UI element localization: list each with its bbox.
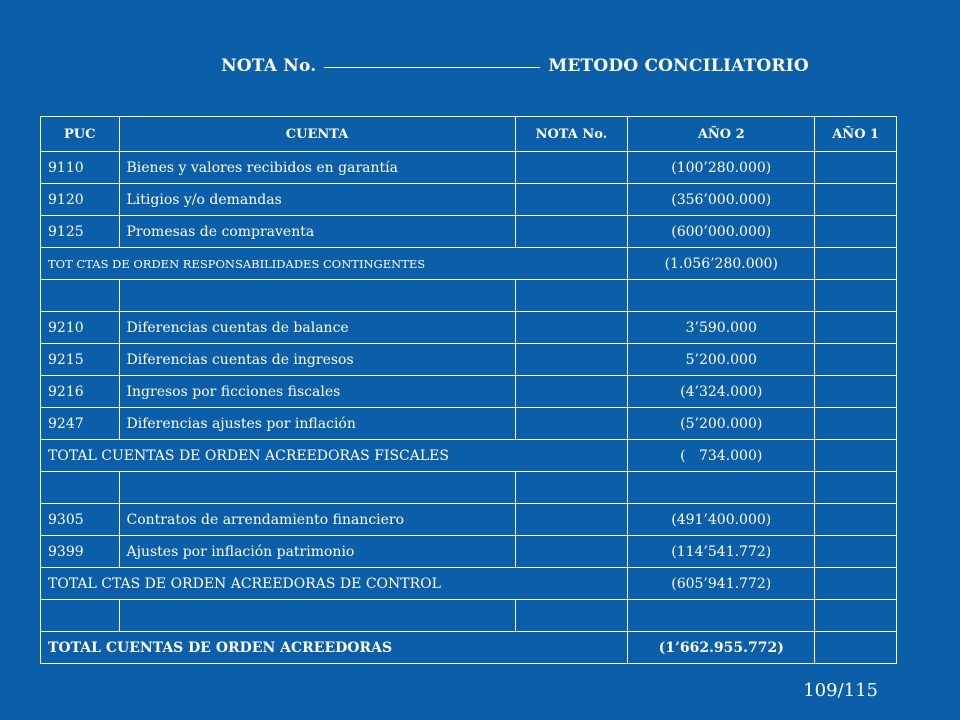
- cell-cuenta: Diferencias cuentas de ingresos: [119, 344, 515, 376]
- table-row: [41, 216, 897, 248]
- cell-ano2: 3’590.000: [628, 312, 815, 344]
- total-row: [41, 440, 897, 472]
- accounts-table: [40, 116, 897, 664]
- cell-ano2: (600’000.000): [628, 216, 815, 248]
- cell-ano1: [815, 184, 897, 216]
- table-row: [41, 376, 897, 408]
- cell-cuenta: Litigios y/o demandas: [119, 184, 515, 216]
- total-ano2: ( 734.000): [628, 440, 815, 472]
- grand-total-label: TOTAL CUENTAS DE ORDEN ACREEDORAS: [41, 632, 628, 664]
- cell-cuenta: Ajustes por inflación patrimonio: [119, 536, 515, 568]
- cell-nota: [515, 216, 628, 248]
- cell-puc: 9305: [41, 504, 120, 536]
- cell-puc: 9210: [41, 312, 120, 344]
- table-row: [41, 408, 897, 440]
- cell-ano2: (114’541.772): [628, 536, 815, 568]
- cell-ano1: [815, 536, 897, 568]
- cell-nota: [515, 184, 628, 216]
- cell-ano1: [815, 152, 897, 184]
- cell-nota: [515, 536, 628, 568]
- total-label: TOTAL CTAS DE ORDEN ACREEDORAS DE CONTROL: [41, 568, 628, 600]
- table-row: [41, 344, 897, 376]
- table-row: [41, 536, 897, 568]
- title-suffix: METODO CONCILIATORIO: [548, 56, 809, 76]
- total-ano2: (605’941.772): [628, 568, 815, 600]
- cell-ano1: [815, 504, 897, 536]
- cell-cuenta: Promesas de compraventa: [119, 216, 515, 248]
- cell-ano1: [815, 632, 897, 664]
- cell-ano1: [815, 408, 897, 440]
- cell-puc: 9110: [41, 152, 120, 184]
- empty-row: [41, 600, 897, 632]
- header-nota: NOTA No.: [515, 117, 628, 152]
- title-blank-line: [324, 67, 540, 68]
- cell-puc: 9120: [41, 184, 120, 216]
- header-puc: PUC: [41, 117, 120, 152]
- cell-puc: 9215: [41, 344, 120, 376]
- cell-nota: [515, 344, 628, 376]
- cell-cuenta: Contratos de arrendamiento financiero: [119, 504, 515, 536]
- cell-puc: 9125: [41, 216, 120, 248]
- cell-ano1: [815, 216, 897, 248]
- cell-ano2: (491’400.000): [628, 504, 815, 536]
- cell-nota: [515, 152, 628, 184]
- cell-nota: [515, 312, 628, 344]
- cell-puc: 9216: [41, 376, 120, 408]
- total-label: TOTAL CUENTAS DE ORDEN ACREEDORAS FISCALES: [41, 440, 628, 472]
- table-row: [41, 184, 897, 216]
- table-row: [41, 504, 897, 536]
- grand-total-ano2: (1’662.955.772): [628, 632, 815, 664]
- total-ano2: (1.056’280.000): [628, 248, 815, 280]
- cell-cuenta: Diferencias cuentas de balance: [119, 312, 515, 344]
- cell-puc: 9247: [41, 408, 120, 440]
- header-ano2: AÑO 2: [628, 117, 815, 152]
- cell-cuenta: Ingresos por ficciones fiscales: [119, 376, 515, 408]
- table-row: [41, 312, 897, 344]
- cell-cuenta: Diferencias ajustes por inflación: [119, 408, 515, 440]
- header-ano1: AÑO 1: [815, 117, 897, 152]
- grand-total-row: [41, 632, 897, 664]
- empty-row: [41, 472, 897, 504]
- cell-puc: 9399: [41, 536, 120, 568]
- cell-ano1: [815, 376, 897, 408]
- cell-ano2: (356’000.000): [628, 184, 815, 216]
- cell-nota: [515, 504, 628, 536]
- cell-ano2: (4’324.000): [628, 376, 815, 408]
- cell-cuenta: Bienes y valores recibidos en garantía: [119, 152, 515, 184]
- total-row: [41, 568, 897, 600]
- total-label: TOT CTAS DE ORDEN RESPONSABILIDADES CONTINGENTES: [41, 248, 628, 280]
- table-row: [41, 152, 897, 184]
- page-number: 109/115: [803, 680, 878, 701]
- header-cuenta: CUENTA: [119, 117, 515, 152]
- cell-ano2: (100’280.000): [628, 152, 815, 184]
- table-header-row: [41, 117, 897, 152]
- cell-nota: [515, 408, 628, 440]
- cell-ano1: [815, 344, 897, 376]
- empty-row: [41, 280, 897, 312]
- cell-ano2: 5’200.000: [628, 344, 815, 376]
- title-prefix: NOTA No.: [221, 56, 317, 76]
- cell-ano1: [815, 248, 897, 280]
- cell-ano2: (5’200.000): [628, 408, 815, 440]
- cell-ano1: [815, 440, 897, 472]
- page-title: [0, 56, 960, 76]
- cell-ano1: [815, 568, 897, 600]
- cell-nota: [515, 376, 628, 408]
- total-row: [41, 248, 897, 280]
- cell-ano1: [815, 312, 897, 344]
